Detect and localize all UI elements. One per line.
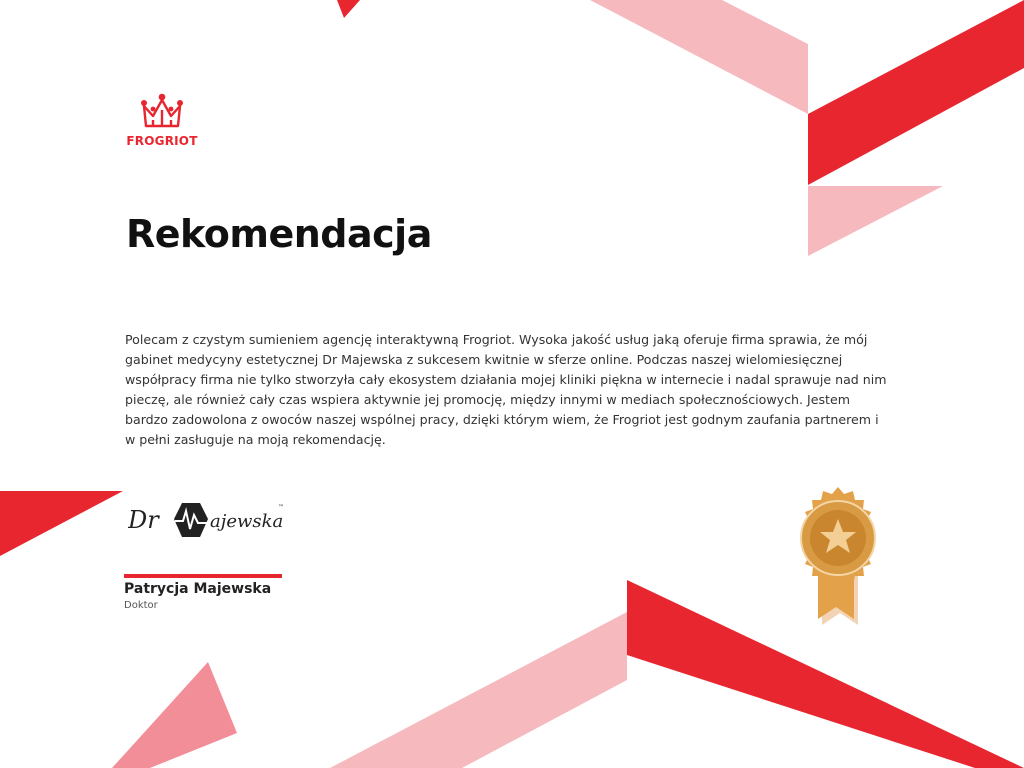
signer-role: Doktor xyxy=(124,600,158,611)
ribbon-bottom-pink-band xyxy=(330,612,627,768)
logo-text: FROGRIOT xyxy=(126,134,198,148)
ribbon-top-small-triangle xyxy=(337,0,360,18)
signature-text-right: ajewska xyxy=(210,511,284,532)
recommendation-body: Polecam z czystym sumieniem agencję interaktywną Frogriot. Wysoka jakość usług jaką oferuje firma sprawia, że mój gabinet medycyny estetycznej Dr Majewska z sukcesem kwitnie w sferze online. Podczas naszej wielomiesięcznej współpracy firma nie tylko stworzyła cały ekosystem działania mojej kliniki piękna w internecie i nadal sprawuje nad nim pieczę, ale również cały czas wspiera aktywnie jej promocję, między innymi w mediach społecznościowych. Jestem bardzo zadowolona z owoców naszej wspólnej pracy, dzięki którym wiem, że Frogriot jest godnym zaufania partnerem i w pełni zasługuje na moją rekomendację. xyxy=(125,332,887,447)
signature-text-left: Dr xyxy=(128,506,159,534)
ribbon-top-pink-band xyxy=(590,0,808,114)
dr-majewska-signature-logo xyxy=(128,495,288,545)
page-title: Rekomendacja xyxy=(126,212,432,256)
ribbon-bottom-left-pink-triangle xyxy=(112,662,237,768)
signature-divider xyxy=(124,574,282,578)
ribbon-left-red-triangle xyxy=(0,491,123,556)
frogriot-logo xyxy=(122,92,202,162)
trademark-mark: ™ xyxy=(278,504,284,511)
crown-logo-icon xyxy=(140,92,184,132)
ribbon-top-pink-triangle xyxy=(808,186,943,256)
signer-name: Patrycja Majewska xyxy=(124,581,272,597)
award-rosette-star-icon xyxy=(785,485,891,635)
ribbon-top-red-band xyxy=(808,0,1024,185)
